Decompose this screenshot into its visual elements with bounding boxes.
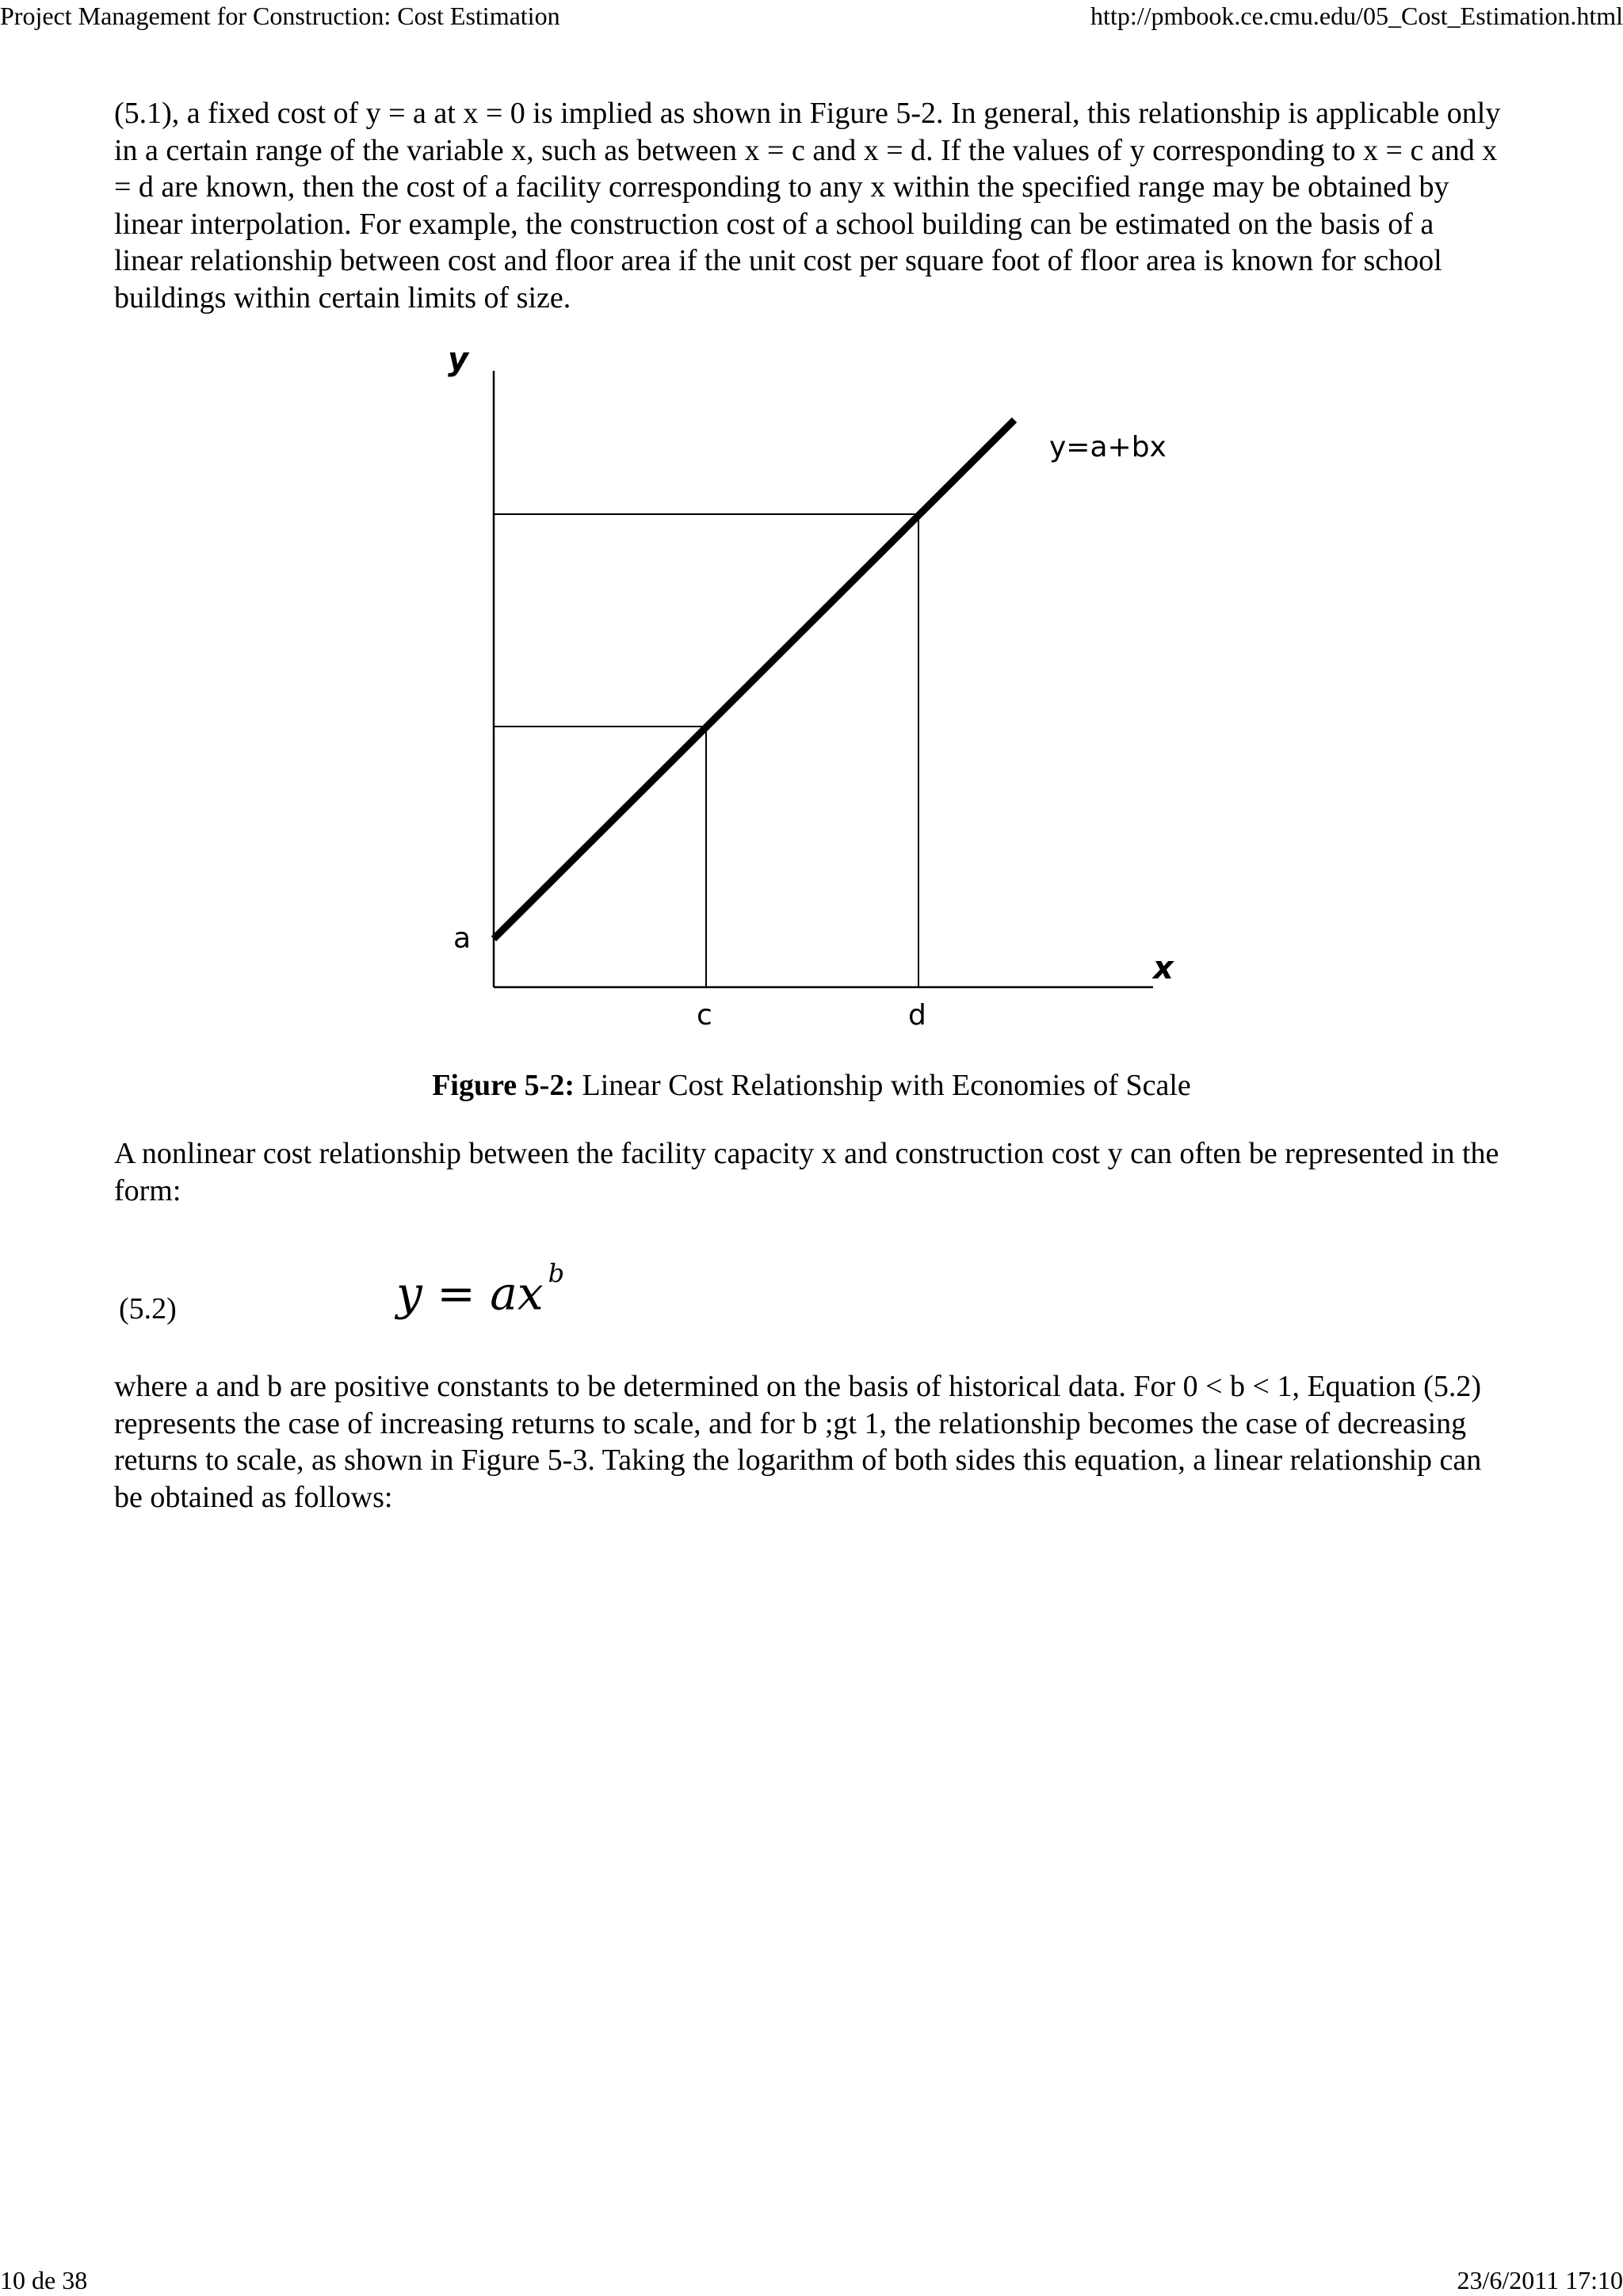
equation-base: ax <box>490 1266 544 1321</box>
cost-line <box>494 420 1014 939</box>
footer-page-number: 10 de 38 <box>0 2266 88 2294</box>
figure-caption <box>0 1067 1623 1104</box>
header-title: Project Management for Construction: Cost Estimation <box>0 2 560 30</box>
equation-equals: = <box>422 1266 491 1321</box>
x-axis-label: x <box>1153 950 1174 986</box>
paragraph-nonlinear: A nonlinear cost relationship between the facility capacity x and construction cost y can often be represented in the form: <box>114 1137 1499 1207</box>
c-label: c <box>697 999 712 1032</box>
equation-exponent: b <box>548 1258 565 1288</box>
equation-number: (5.2) <box>119 1292 177 1325</box>
figure-5-2 <box>396 349 1268 1046</box>
caption-text: Linear Cost Relationship with Economies of Scale <box>574 1069 1191 1102</box>
equation-lhs: y <box>396 1266 422 1321</box>
line-equation-label: y=a+bx <box>1049 431 1167 463</box>
intercept-label: a <box>453 922 472 955</box>
equation-5-2 <box>396 1257 564 1321</box>
paragraph-intro: (5.1), a fixed cost of y = a at x = 0 is implied as shown in Figure 5-2. In general, this relationship is applicable only in a certain range of the variable x, such as between x = c and x = d. If the values of y corresponding to x = c and x = d are known, then the cost of a facility corresponding to any x within the specified range may be obtained by linear interpolation. For example, the construction cost of a school building can be estimated on the basis of a linear relationship between cost and floor area if the unit cost per square foot of floor area is known for school buildings within certain limits of size. <box>114 97 1501 315</box>
footer-datetime: 23/6/2011 17:10 <box>1457 2266 1623 2294</box>
caption-number: Figure 5-2: <box>432 1069 575 1102</box>
linear-cost-diagram <box>396 349 1268 1046</box>
d-label: d <box>908 999 926 1032</box>
paragraph-constants: where a and b are positive constants to be determined on the basis of historical data. For 0 < b < 1, Equation (5.2) represents the case of increasing returns to scale, and for b ;gt 1, the relationship becomes the case of decreasing returns to scale, as shown in Figure 5-3. Taking the logarithm of both sides this equation, a linear relationship can be obtained as follows: <box>114 1370 1482 1514</box>
header-url: http://pmbook.ce.cmu.edu/05_Cost_Estimation.html <box>1090 2 1623 30</box>
y-axis-label: y <box>448 349 469 378</box>
